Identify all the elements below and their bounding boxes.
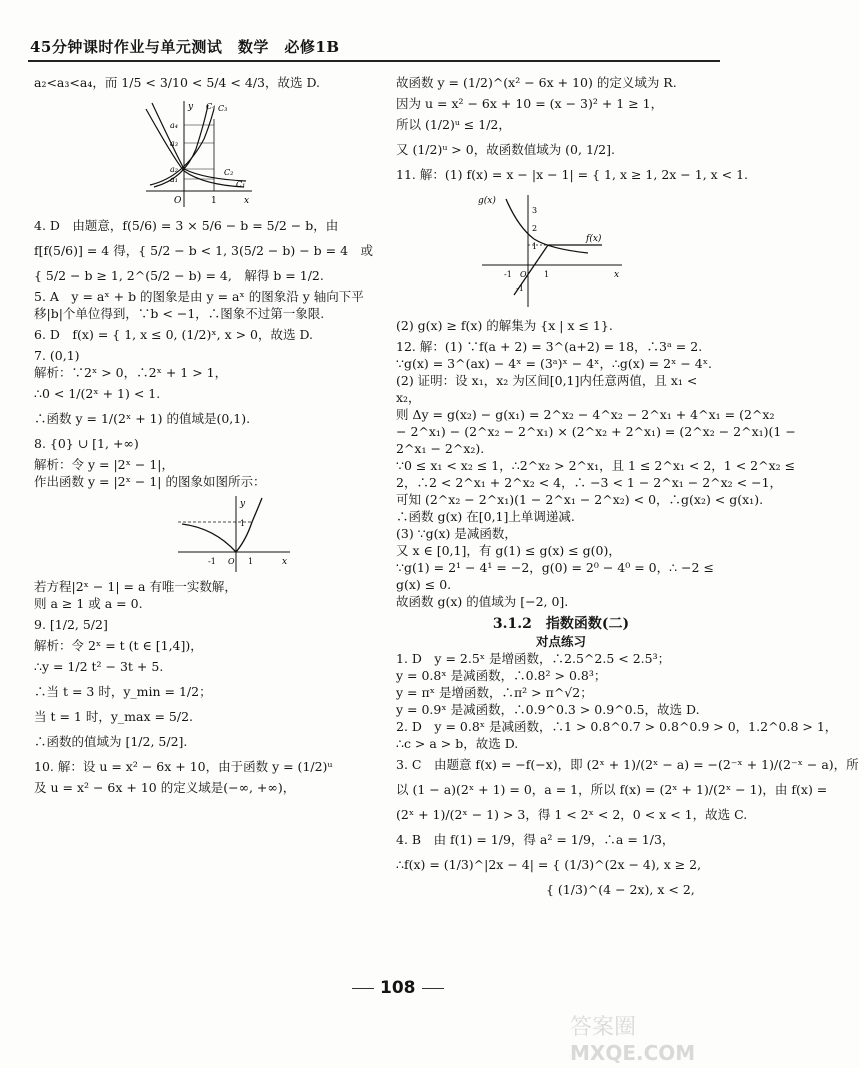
- left-text-line: ∴函数 y = 1/(2ˣ + 1) 的值域是(0,1).: [34, 411, 251, 426]
- fig3-label-x: x: [282, 557, 288, 567]
- fig3-label-1x: 1: [248, 557, 254, 566]
- right-text-line: y = 0.9ˣ 是减函数，∴0.9^0.3 > 0.9^0.5，故选 D.: [396, 702, 700, 717]
- right-text-line: ∴c > a > b，故选 D.: [396, 736, 519, 751]
- left-text-line: 7. (0,1): [34, 348, 80, 363]
- right-text-line: 2^x₁ − 2^x₂).: [396, 441, 485, 456]
- curve-fx: [514, 245, 602, 295]
- fig2-label-fx: f(x): [586, 234, 602, 244]
- fig2-label-3: 3: [532, 206, 538, 215]
- right-text-line: 11. 解：(1) f(x) = x − |x − 1| = { 1, x ≥ 1, 2x − 1, x < 1.: [396, 167, 749, 182]
- right-text-line: ∴f(x) = (1/3)^|2x − 4| = { (1/3)^(2x − 4), x ≥ 2,: [396, 857, 702, 872]
- left-text-line: 解析：令 y = |2ˣ − 1|，: [34, 457, 175, 472]
- fig2-label-2: 2: [532, 224, 538, 233]
- right-text-line: g(x) ≤ 0.: [396, 577, 452, 592]
- fig2-label-o: O: [520, 270, 527, 279]
- left-text-line: 9. [1/2, 5/2]: [34, 617, 108, 632]
- fig2-label-1: 1: [532, 242, 538, 251]
- right-text-line: y = πˣ 是增函数，∴π² > π^√2；: [396, 685, 593, 700]
- right-text-line: 4. B 由 f(1) = 1/9，得 a² = 1/9，∴a = 1/3，: [396, 832, 675, 847]
- left-text-line: 10. 解：设 u = x² − 6x + 10，由于函数 y = (1/2)ᵘ: [34, 759, 333, 774]
- left-text-line: a₂<a₃<a₄，而 1/5 < 3/10 < 5/4 < 4/3，故选 D.: [34, 75, 321, 90]
- left-text-line: 5. A y = aˣ + b 的图象是由 y = aˣ 的图象沿 y 轴向下平: [34, 289, 364, 304]
- left-text-line: f[f(5/6)] = 4 得，{ 5/2 − b < 1, 3(5/2 − b) − b = 4 或: [34, 243, 374, 258]
- left-text-line: 8. {0} ∪ [1, +∞): [34, 436, 139, 451]
- left-text-line: 当 t = 1 时，y_max = 5/2.: [34, 709, 194, 724]
- right-text-line: 以 (1 − a)(2ˣ + 1) = 0，a = 1，所以 f(x) = (2ˣ + 1)/(2ˣ − 1)，由 f(x) =: [396, 782, 828, 797]
- right-text-line: 故函数 g(x) 的值域为 [−2, 0].: [396, 594, 569, 609]
- left-text-line: ∴y = 1/2 t² − 3t + 5.: [34, 659, 164, 674]
- figure-abs-2x-minus-1: [174, 494, 294, 574]
- left-text-line: 4. D 由题意，f(5/6) = 3 × 5/6 − b = 5/2 − b，由: [34, 218, 339, 233]
- left-text-line: 若方程|2ˣ − 1| = a 有唯一实数解，: [34, 579, 237, 594]
- left-text-line: 解析：令 2ˣ = t (t ∈ [1,4])，: [34, 638, 203, 653]
- page-header: 45分钟课时作业与单元测试 数学 必修1B: [30, 38, 340, 56]
- right-text-line: 3. C 由题意 f(x) = −f(−x)，即 (2ˣ + 1)/(2ˣ − a) = −(2⁻ˣ + 1)/(2⁻ˣ − a)，所: [396, 757, 859, 772]
- fig1-label-c2: C₂: [224, 168, 234, 177]
- fig3-label-neg1: -1: [208, 557, 216, 566]
- right-text-line: (2) 证明：设 x₁，x₂ 为区间[0,1]内任意两值，且 x₁ <: [396, 373, 698, 388]
- left-text-line: 移|b|个单位得到，∵b < −1，∴图象不过第一象限.: [34, 306, 325, 321]
- right-text-line: 又 (1/2)ᵘ > 0，故函数值域为 (0, 1/2].: [396, 142, 615, 157]
- fig3-label-y: y: [240, 499, 246, 509]
- right-text-line: − 2^x₁) − (2^x₂ − 2^x₁) × (2^x₂ + 2^x₁) = (2^x₂ − 2^x₁)(1 −: [396, 424, 796, 439]
- right-text-line: (3) ∵g(x) 是减函数，: [396, 526, 517, 541]
- right-text-line: (2ˣ + 1)/(2ˣ − 1) > 3，得 1 < 2ˣ < 2，0 < x < 1，故选 C.: [396, 807, 748, 822]
- right-text-line: ∴函数 g(x) 在[0,1]上单调递减.: [396, 509, 575, 524]
- left-text-line: 作出函数 y = |2ˣ − 1| 的图象如图所示：: [34, 474, 266, 489]
- fig2-label-gx: g(x): [478, 196, 496, 206]
- right-text-line: 1. D y = 2.5ˣ 是增函数，∴2.5^2.5 < 2.5³；: [396, 651, 671, 666]
- right-text-line: ∵g(x) = 3^(ax) − 4ˣ = (3ᵃ)ˣ − 4ˣ，∴g(x) = 2ˣ − 4ˣ.: [396, 356, 713, 371]
- fig1-label-a1: a₁: [170, 175, 178, 184]
- figure-gx-fx: [476, 191, 626, 309]
- fig1-label-a3: a₃: [170, 139, 178, 148]
- right-text-line: x₂，: [396, 390, 421, 405]
- right-text-line: ∵g(1) = 2¹ − 4¹ = −2，g(0) = 2⁰ − 4⁰ = 0，∴ −2 ≤: [396, 560, 714, 575]
- left-text-line: { 5/2 − b ≥ 1, 2^(5/2 − b) = 4, 解得 b = 1/2.: [34, 268, 324, 283]
- right-text-line: 2，∴2 < 2^x₁ + 2^x₂ < 4，∴ −3 < 1 − 2^x₁ − 2^x₂ < −1，: [396, 475, 783, 490]
- header-rule: [28, 60, 720, 62]
- right-text-line: ∵0 ≤ x₁ < x₂ ≤ 1，∴2^x₂ > 2^x₁，且 1 ≤ 2^x₁ < 2，1 < 2^x₂ ≤: [396, 458, 796, 473]
- fig1-label-a4: a₄: [170, 121, 178, 130]
- right-text-line: 又 x ∈ [0,1]，有 g(1) ≤ g(x) ≤ g(0)，: [396, 543, 621, 558]
- fig1-label-c3: C₃: [218, 104, 228, 113]
- left-text-line: ∴当 t = 3 时，y_min = 1/2；: [34, 684, 212, 699]
- fig1-label-c1: C₁: [236, 180, 246, 189]
- right-text-line: 因为 u = x² − 6x + 10 = (x − 3)² + 1 ≥ 1，: [396, 96, 664, 111]
- right-text-line: 则 Δy = g(x₂) − g(x₁) = 2^x₂ − 4^x₂ − 2^x₁ + 4^x₁ = (2^x₂: [396, 407, 775, 422]
- left-text-line: 解析：∵2ˣ > 0，∴2ˣ + 1 > 1，: [34, 365, 228, 380]
- fig1-label-a2: a₂: [170, 165, 178, 174]
- fig2-label-1x: 1: [544, 270, 550, 279]
- fig1-label-o: O: [174, 196, 182, 206]
- fig1-label-c4: C₄: [206, 102, 216, 111]
- left-text-line: ∴函数的值域为 [1/2, 5/2].: [34, 734, 188, 749]
- watermark-text-2: MXQE.COM: [570, 1041, 696, 1065]
- fig1-label-x: x: [244, 196, 250, 206]
- fig1-label-1: 1: [211, 196, 217, 206]
- right-text-line: { (1/3)^(4 − 2x), x < 2,: [396, 882, 695, 897]
- fig1-label-y: y: [188, 102, 194, 112]
- figure-exponential-curves: [144, 99, 254, 209]
- right-text-line: 12. 解：(1) ∵f(a + 2) = 3^(a+2) = 18，∴3ᵃ = 2.: [396, 339, 703, 354]
- right-column: [396, 70, 859, 902]
- watermark-text-1: 答案圈: [570, 1015, 637, 1040]
- right-text-line: y = 0.8ˣ 是减函数，∴0.8² > 0.8³；: [396, 668, 607, 683]
- subsection-title: 对点练习: [535, 634, 586, 649]
- left-text-line: 则 a ≥ 1 或 a = 0.: [34, 596, 143, 611]
- right-text-line: (2) g(x) ≥ f(x) 的解集为 {x | x ≤ 1}.: [396, 318, 613, 333]
- fig2-label-neg1y: -1: [516, 284, 524, 293]
- left-text-line: 及 u = x² − 6x + 10 的定义域是(−∞, +∞)，: [34, 780, 296, 795]
- right-text-line: 2. D y = 0.8ˣ 是减函数，∴1 > 0.8^0.7 > 0.8^0.9 > 0，1.2^0.8 > 1，: [396, 719, 838, 734]
- right-text-line: 故函数 y = (1/2)^(x² − 6x + 10) 的定义域为 R.: [396, 75, 677, 90]
- section-title: 3.1.2 指数函数(二): [492, 616, 630, 632]
- watermark: [560, 1010, 740, 1065]
- fig3-label-o: O: [228, 557, 235, 566]
- fig3-label-1y: 1: [240, 519, 246, 528]
- left-text-line: 6. D f(x) = { 1, x ≤ 0, (1/2)ˣ, x > 0，故选 D.: [34, 327, 314, 342]
- fig2-label-x: x: [614, 270, 620, 280]
- left-text-line: ∴0 < 1/(2ˣ + 1) < 1.: [34, 386, 161, 401]
- right-text-line: 所以 (1/2)ᵘ ≤ 1/2，: [396, 117, 511, 132]
- page-number: 108: [346, 978, 450, 998]
- left-column: [34, 70, 386, 796]
- fig2-label-neg1x: -1: [504, 270, 512, 279]
- curve-abs: [182, 498, 262, 552]
- right-text-line: 可知 (2^x₂ − 2^x₁)(1 − 2^x₁ − 2^x₂) < 0，∴g(x₂) < g(x₁).: [396, 492, 764, 507]
